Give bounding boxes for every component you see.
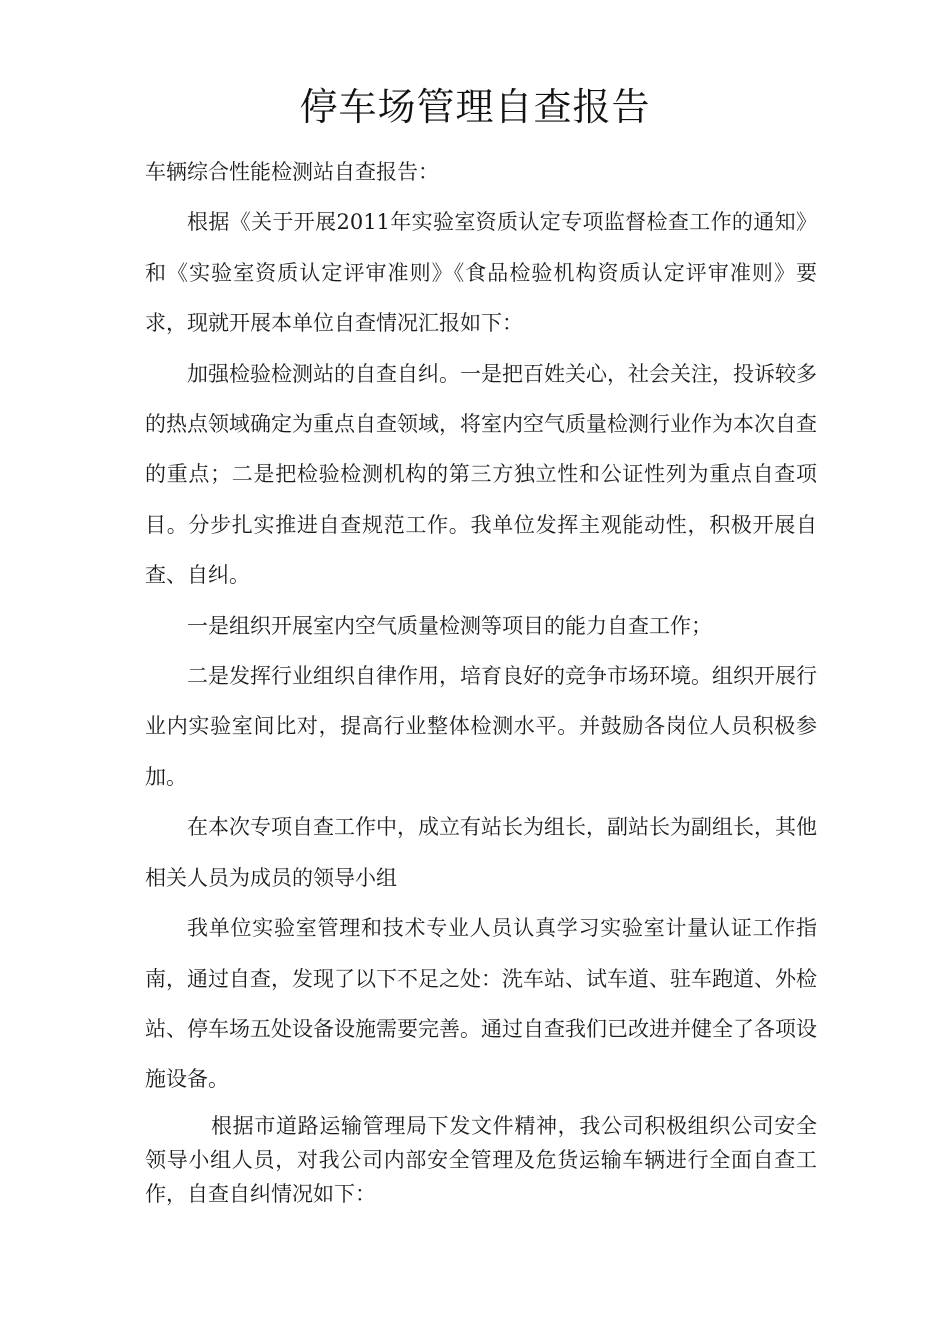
paragraph-basis: 根据《关于开展2011年实验室资质认定专项监督检查工作的通知》和《实验室资质认定评审准则》《食品检验机构资质认定评审准则》要求，现就开展本单位自查情况汇报如下： <box>145 210 817 336</box>
paragraph-transport: 根据市道路运输管理局下发文件精神，我公司积极组织公司安全领导小组人员，对我公司内部安全管理及危货运输车辆进行全面自查工作，自查自纠情况如下： <box>145 1113 817 1206</box>
paragraph-point-one: 一是组织开展室内空气质量检测等项目的能力自查工作； <box>187 613 712 638</box>
paragraph-findings: 我单位实验室管理和技术专业人员认真学习实验室计量认证工作指南，通过自查，发现了以下不足之处：洗车站、试车道、驻车跑道、外检站、停车场五处设备设施需要完善。通过自查我们已改进并健全了各项设施设备。 <box>145 916 817 1092</box>
document-body <box>145 147 817 1211</box>
paragraph-point-two: 二是发挥行业组织自律作用，培育良好的竞争市场环境。组织开展行业内实验室间比对，提高行业整体检测水平。并鼓励各岗位人员积极参加。 <box>145 664 817 789</box>
paragraph-leadership: 在本次专项自查工作中，成立有站长为组长，副站长为副组长，其他相关人员为成员的领导小组 <box>145 815 817 890</box>
paragraph-salutation: 车辆综合性能检测站自查报告： <box>145 160 439 184</box>
paragraph-strengthen: 加强检验检测站的自查自纠。一是把百姓关心，社会关注，投诉较多的热点领域确定为重点自查领域，将室内空气质量检测行业作为本次自查的重点；二是把检验检测机构的第三方独立性和公证性列为重点自查项目。分步扎实推进自查规范工作。我单位发挥主观能动性，积极开展自查、自纠。 <box>145 361 817 588</box>
document-title: 停车场管理自查报告 <box>299 85 651 129</box>
